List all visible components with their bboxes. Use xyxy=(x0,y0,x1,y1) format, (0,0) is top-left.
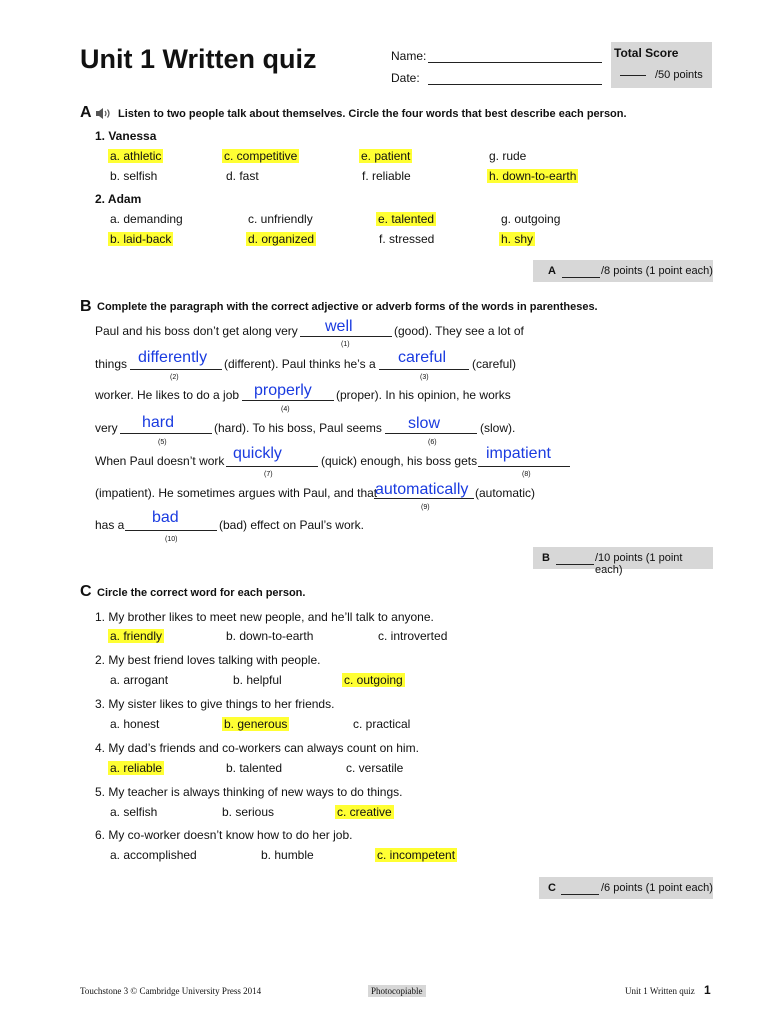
blank-number-4: (4) xyxy=(281,406,290,413)
section-c-points-letter: C xyxy=(548,882,556,894)
section-b-points-letter: B xyxy=(542,552,550,564)
option-c3-c[interactable]: c. practical xyxy=(353,717,411,731)
date-field[interactable] xyxy=(428,84,602,85)
answer-7: quickly xyxy=(233,445,282,462)
answer-10: bad xyxy=(152,509,179,526)
answer-6: slow xyxy=(408,415,441,432)
option-c3-b[interactable]: b. generous xyxy=(224,717,288,731)
paragraph-text-11: When Paul doesn’t work xyxy=(95,454,225,468)
section-b-points: /10 points (1 point each) xyxy=(595,552,683,576)
blank-5[interactable] xyxy=(120,433,212,434)
answer-8: impatient xyxy=(486,445,551,462)
footer-photocopiable: Photocopiable xyxy=(368,985,426,997)
option-a2-g[interactable]: g. outgoing xyxy=(501,212,561,226)
blank-number-7: (7) xyxy=(264,471,273,478)
section-a-points: /8 points (1 point each) xyxy=(601,265,713,277)
total-score-points: /50 points xyxy=(655,69,703,81)
date-label: Date: xyxy=(391,71,420,85)
total-score-field[interactable] xyxy=(620,75,646,76)
page-title: Unit 1 Written quiz xyxy=(80,44,317,74)
section-a-score-field[interactable] xyxy=(562,277,600,278)
section-c-points-box xyxy=(539,877,713,899)
option-a2-c[interactable]: c. unfriendly xyxy=(248,212,313,226)
paragraph-text-13: (impatient). He sometimes argues with Paul, and that xyxy=(95,486,378,500)
paragraph-text-4: (different). Paul thinks he’s a xyxy=(224,357,376,371)
option-c3-a[interactable]: a. honest xyxy=(110,717,160,731)
answer-5: hard xyxy=(142,414,175,431)
answer-1: well xyxy=(325,318,353,335)
paragraph-text-3: things xyxy=(95,357,128,371)
blank-3[interactable] xyxy=(379,369,469,370)
option-c4-b[interactable]: b. talented xyxy=(226,761,283,775)
blank-number-8: (8) xyxy=(522,471,531,478)
section-b-score-field[interactable] xyxy=(556,564,594,565)
paragraph-text-15: has a xyxy=(95,518,125,532)
section-b-instruction: Complete the paragraph with the correct adjective or adverb forms of the words in parentheses. xyxy=(97,301,598,313)
question-c6: 6. My co-worker doesn’t know how to do her job. xyxy=(95,828,353,842)
blank-number-2: (2) xyxy=(170,374,179,381)
blank-6[interactable] xyxy=(385,433,477,434)
paragraph-text-10: (slow). xyxy=(480,421,516,435)
blank-number-5: (5) xyxy=(158,439,167,446)
section-a-instruction: Listen to two people talk about themselves. Circle the four words that best describe each person. xyxy=(118,108,627,120)
option-a1-h[interactable]: h. down-to-earth xyxy=(489,169,577,183)
option-a1-g[interactable]: g. rude xyxy=(489,149,527,163)
section-c-instruction: Circle the correct word for each person. xyxy=(97,587,306,599)
option-c6-b[interactable]: b. humble xyxy=(261,848,314,862)
blank-number-3: (3) xyxy=(420,374,429,381)
option-a2-b[interactable]: b. laid-back xyxy=(110,232,172,246)
question-c1: 1. My brother likes to meet new people, and he’ll talk to anyone. xyxy=(95,610,434,624)
option-a1-d[interactable]: d. fast xyxy=(226,169,259,183)
blank-8[interactable] xyxy=(478,466,570,467)
blank-10[interactable] xyxy=(125,530,217,531)
option-c5-a[interactable]: a. selfish xyxy=(110,805,158,819)
paragraph-text-6: worker. He likes to do a job xyxy=(95,388,240,402)
option-a2-e[interactable]: e. talented xyxy=(378,212,435,226)
paragraph-text-14: (automatic) xyxy=(475,486,536,500)
option-a2-f[interactable]: f. stressed xyxy=(379,232,435,246)
section-c-letter: C xyxy=(80,583,92,600)
question-c2: 2. My best friend loves talking with people. xyxy=(95,653,321,667)
blank-number-10: (10) xyxy=(165,536,178,543)
paragraph-text-9: (hard). To his boss, Paul seems xyxy=(214,421,382,435)
option-c6-a[interactable]: a. accomplished xyxy=(110,848,197,862)
audio-speaker-icon[interactable] xyxy=(95,107,113,120)
option-a1-c[interactable]: c. competitive xyxy=(224,149,298,163)
option-c1-b[interactable]: b. down-to-earth xyxy=(226,629,314,643)
option-a1-f[interactable]: f. reliable xyxy=(362,169,411,183)
question-c4: 4. My dad’s friends and co-workers can always count on him. xyxy=(95,741,419,755)
option-a1-a[interactable]: a. athletic xyxy=(110,149,162,163)
blank-number-9: (9) xyxy=(421,504,430,511)
section-c-score-field[interactable] xyxy=(561,894,599,895)
name-label: Name: xyxy=(391,49,427,63)
paragraph-text-12: (quick) enough, his boss gets xyxy=(321,454,478,468)
blank-4[interactable] xyxy=(242,400,334,401)
answer-4: properly xyxy=(254,382,312,399)
section-b-points-box xyxy=(533,547,713,576)
option-c5-c[interactable]: c. creative xyxy=(337,805,392,819)
option-c1-a[interactable]: a. friendly xyxy=(110,629,163,643)
answer-3: careful xyxy=(398,349,447,366)
question-a1-title: 1. Vanessa xyxy=(95,129,157,143)
question-c3: 3. My sister likes to give things to her friends. xyxy=(95,697,335,711)
option-c6-c[interactable]: c. incompetent xyxy=(377,848,456,862)
page-number: 1 xyxy=(704,983,711,997)
answer-2: differently xyxy=(138,349,208,366)
option-c2-c[interactable]: c. outgoing xyxy=(344,673,403,687)
paragraph-text-5: (careful) xyxy=(472,357,517,371)
section-b-letter: B xyxy=(80,298,92,315)
blank-1[interactable] xyxy=(300,336,392,337)
option-a2-a[interactable]: a. demanding xyxy=(110,212,183,226)
blank-number-1: (1) xyxy=(341,341,350,348)
paragraph-text-7: (proper). In his opinion, he works xyxy=(336,388,511,402)
option-c4-c[interactable]: c. versatile xyxy=(346,761,404,775)
question-c5: 5. My teacher is always thinking of new ways to do things. xyxy=(95,785,403,799)
blank-7[interactable] xyxy=(226,466,318,467)
section-a-points-box xyxy=(533,260,713,282)
option-c2-b[interactable]: b. helpful xyxy=(233,673,282,687)
option-c1-c[interactable]: c. introverted xyxy=(378,629,448,643)
option-a1-e[interactable]: e. patient xyxy=(361,149,411,163)
paragraph-text-1: Paul and his boss don’t get along very xyxy=(95,324,298,338)
paragraph-text-2: (good). They see a lot of xyxy=(394,324,524,338)
option-a1-b[interactable]: b. selfish xyxy=(110,169,158,183)
option-a2-d[interactable]: d. organized xyxy=(248,232,315,246)
blank-number-6: (6) xyxy=(428,439,437,446)
total-score-label: Total Score xyxy=(614,46,679,60)
footer-copyright: Touchstone 3 © Cambridge University Press 2014 xyxy=(80,986,262,996)
name-field[interactable] xyxy=(428,62,602,63)
option-c2-a[interactable]: a. arrogant xyxy=(110,673,169,687)
option-c4-a[interactable]: a. reliable xyxy=(110,761,163,775)
total-score-box xyxy=(611,42,712,88)
section-c-points: /6 points (1 point each) xyxy=(601,882,713,894)
question-a2-title: 2. Adam xyxy=(95,192,142,206)
paragraph-text-16: (bad) effect on Paul’s work. xyxy=(219,518,364,532)
section-a-letter: A xyxy=(80,104,92,121)
footer-quiz-label: Unit 1 Written quiz xyxy=(625,986,695,996)
section-a-points-letter: A xyxy=(548,265,556,277)
answer-9: automatically xyxy=(375,481,469,498)
paragraph-text-8: very xyxy=(95,421,118,435)
blank-2[interactable] xyxy=(130,369,222,370)
option-a2-h[interactable]: h. shy xyxy=(501,232,534,246)
option-c5-b[interactable]: b. serious xyxy=(222,805,275,819)
